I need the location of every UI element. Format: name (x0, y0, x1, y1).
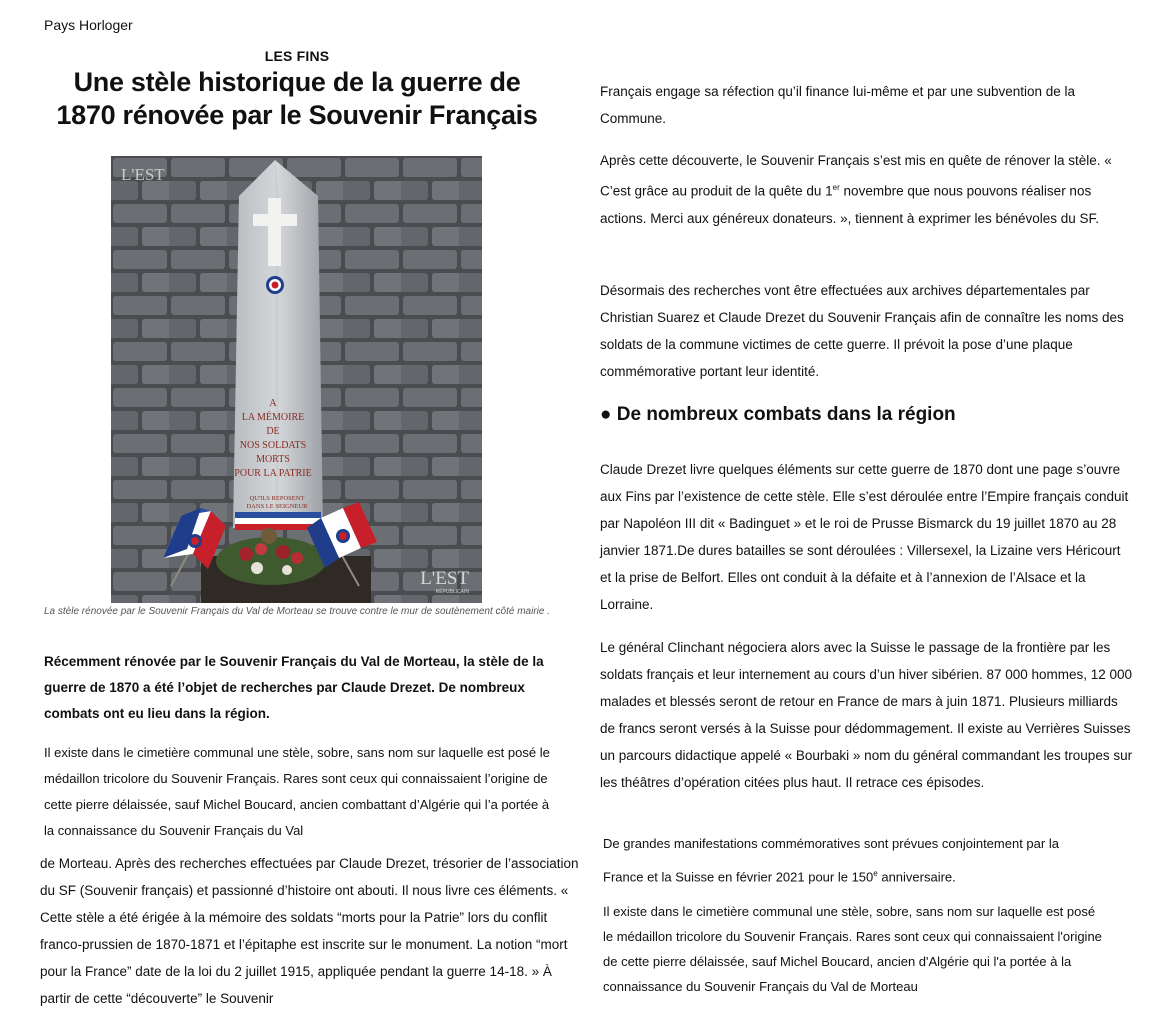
inscription-line: A (269, 398, 277, 409)
article-title: Une stèle historique de la guerre de 1870 rénovée par le Souvenir Français (56, 67, 538, 130)
body-paragraph: Le général Clinchant négociera alors avec la Suisse le passage de la frontière par les soldats français et leur internement au cours d’un hiver sibérien. 87 000 hommes, 12 000 malades et blessés seront de retour en France de mars à juin 1871. Plusieurs milliards de francs seront versés à la Suisse pour dédommagement. Il existe au Verrières Suisses un parcours didactique appelé « Bourbaki » nom du général commandant les troupes sur les théâtres d’opération citées plus haut. Il retrace ces épisodes. (600, 640, 1133, 790)
inscription-small: QU'ILS REPOSENT (249, 495, 305, 502)
article-lede: Récemment rénovée par le Souvenir Français du Val de Morteau, la stèle de la guerre de 1870 a été l’objet de recherches par Claude Drezet. De nombreux combats ont eu lieu dans la région. (44, 654, 544, 721)
body-paragraph: Français engage sa réfection qu’il finance lui-même et par une subvention de la Commune. (600, 84, 1076, 126)
inscription-line: POUR LA PATRIE (234, 468, 312, 479)
article-photo (111, 156, 482, 603)
body-paragraph: Il existe dans le cimetière communal une stèle, sobre, sans nom sur laquelle est posé le médaillon tricolore du Souvenir Français. Rares sont ceux qui connaissaient l’origine de cette pierre délaissée, sauf Michel Boucard, ancien combattant d’Algérie qui l’a portée à la connaissance du Souvenir Français du Val (44, 745, 550, 838)
body-paragraph: Claude Drezet livre quelques éléments sur cette guerre de 1870 dont une page s’ouvre aux Fins par l’existence de cette stèle. Elle s’est déroulée entre l’Empire français conduit par Napoléon III dit « Badinguet » et le roi de Prusse Bismarck du 19 juillet 1870 au 28 janvier 1871.De dures batailles se sont déroulées : Villersexel, la Lizaine vers Héricourt et la prise de Belfort. Elles ont conduit à la défaite et à l’annexion de l’Alsace et la Lorraine. (600, 462, 1129, 612)
body-paragraph: Il existe dans le cimetière communal une stèle, sobre, sans nom sur laquelle est posé le médaillon tricolore du Souvenir Français. Rares sont ceux qui connaissaient l'origine de cette pierre délaissée, sauf Michel Boucard, ancien d'Algérie qui l'a portée à la connaissance du Souvenir Français du Val de Morteau (603, 904, 1102, 994)
inscription-line: DE (266, 426, 280, 437)
inscription-line: MORTS (256, 454, 290, 465)
watermark-bottom-right: L'EST (420, 568, 469, 589)
body-paragraph: de Morteau. Après des recherches effectuées par Claude Drezet, trésorier de l’association du SF (Souvenir français) et passionné d’histoire ont abouti. Il nous livre ces éléments. « Cette stèle a été érigée à la mémoire des soldats “morts pour la Patrie” lors du conflit franco-prussien de 1870-1871 et l’épitaphe est inscrite sur le monument. La notion “mort pour la France” date de la loi du 2 juillet 1915, appliquée pendant la guerre 14-18. » À partir de cette “découverte” le Souvenir (40, 856, 579, 1006)
watermark-top-left: L'EST (121, 165, 165, 184)
watermark-bottom-right-sub: RÉPUBLICAIN (435, 589, 469, 595)
section-subheading: ● De nombreux combats dans la région (600, 404, 956, 425)
inscription-line: LA MÉMOIRE (241, 412, 305, 423)
body-paragraph: Après cette découverte, le Souvenir Français s’est mis en quête de rénover la stèle. « C’est grâce au produit de la quête du 1er novembre que nous pouvons réaliser nos actions. Merci aux généreux donateurs. », tiennent à exprimer les bénévoles du SF. (600, 153, 1112, 226)
body-paragraph: Désormais des recherches vont être effectuées aux archives départementales par Christian Suarez et Claude Drezet du Souvenir Français afin de connaître les noms des soldats de la commune victimes de cette guerre. Il prévoit la pose d’une plaque commémorative portant leur identité. (600, 283, 1124, 379)
inscription-small: DANS LE SEIGNEUR (246, 503, 308, 510)
publication-name: Pays Horloger (44, 17, 133, 33)
inscription-line: NOS SOLDATS (239, 440, 307, 451)
article-location: LES FINS (264, 48, 330, 64)
photo-caption: La stèle rénovée par le Souvenir Français du Val de Morteau se trouve contre le mur de soutènement côté mairie . (44, 606, 551, 617)
body-paragraph: De grandes manifestations commémoratives sont prévues conjointement par la France et la Suisse en février 2021 pour le 150e anniversaire. (603, 836, 1059, 885)
